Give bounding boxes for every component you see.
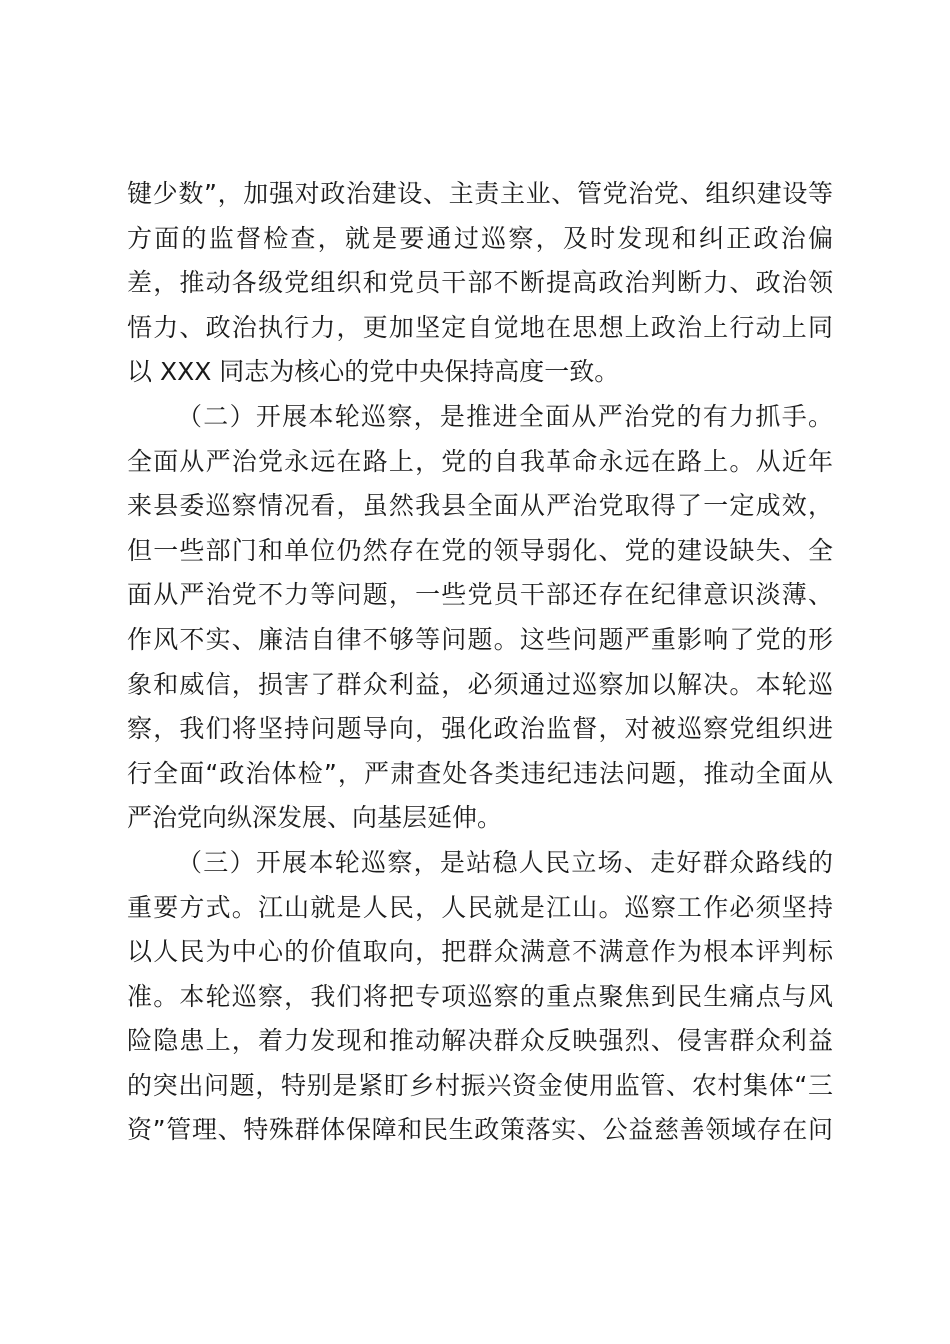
text-line: （二）开展本轮巡察，是推进全面从严治党的有力抓手。 (177, 401, 833, 431)
text-line: 来县委巡察情况看，虽然我县全面从严治党取得了一定成效， (127, 491, 833, 521)
text-line: 的突出问题，特别是紧盯乡村振兴资金使用监管、农村集体“三 (127, 1070, 833, 1100)
text-line: 险隐患上，着力发现和推动解决群众反映强烈、侵害群众利益 (127, 1026, 833, 1056)
text-line: 面从严治党不力等问题，一些党员干部还存在纪律意识淡薄、 (127, 580, 833, 610)
text-line: 悟力、政治执行力，更加坚定自觉地在思想上政治上行动上同 (127, 312, 833, 342)
text-line: 象和威信，损害了群众利益，必须通过巡察加以解决。本轮巡 (127, 669, 833, 699)
text-line: 但一些部门和单位仍然存在党的领导弱化、党的建设缺失、全 (127, 535, 833, 565)
text-line: 作风不实、廉洁自律不够等问题。这些问题严重影响了党的形 (127, 624, 833, 654)
text-line: 以 XXX 同志为核心的党中央保持高度一致。 (127, 357, 620, 387)
text-line: （三）开展本轮巡察，是站稳人民立场、走好群众路线的 (177, 847, 833, 877)
text-line: 行全面“政治体检”，严肃查处各类违纪违法问题，推动全面从 (127, 758, 833, 788)
text-line: 键少数”，加强对政治建设、主责主业、管党治党、组织建设等 (127, 179, 833, 208)
text-line: 准。本轮巡察，我们将把专项巡察的重点聚焦到民生痛点与风 (127, 981, 833, 1011)
text-line: 重要方式。江山就是人民，人民就是江山。巡察工作必须坚持 (127, 892, 833, 922)
text-line: 资”管理、特殊群体保障和民生政策落实、公益慈善领域存在问 (127, 1115, 833, 1145)
text-line: 以人民为中心的价值取向，把群众满意不满意作为根本评判标 (127, 937, 833, 967)
document-body (127, 172, 833, 1153)
text-line: 察，我们将坚持问题导向，强化政治监督，对被巡察党组织进 (127, 714, 833, 744)
text-line: 方面的监督检查，就是要通过巡察，及时发现和纠正政治偏 (127, 223, 833, 253)
text-line: 差，推动各级党组织和党员干部不断提高政治判断力、政治领 (127, 268, 833, 298)
text-line: 全面从严治党永远在路上，党的自我革命永远在路上。从近年 (127, 446, 833, 476)
text-line: 严治党向纵深发展、向基层延伸。 (127, 803, 503, 833)
